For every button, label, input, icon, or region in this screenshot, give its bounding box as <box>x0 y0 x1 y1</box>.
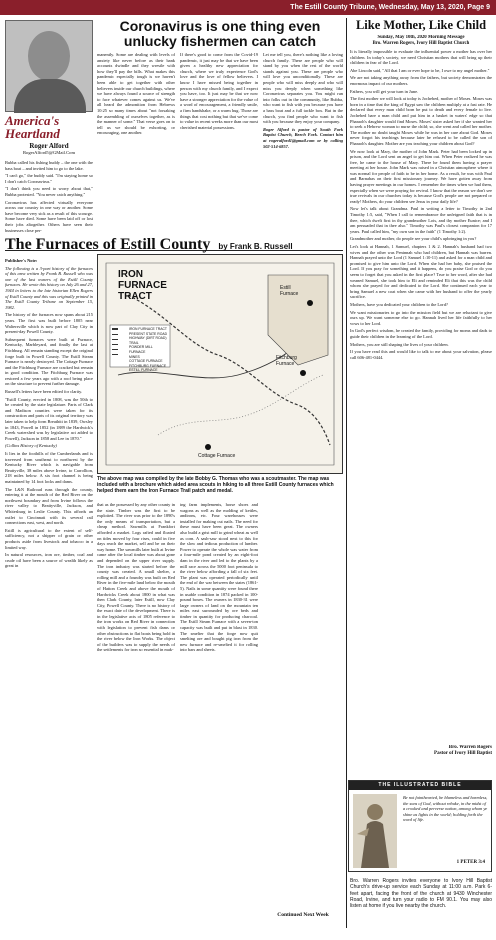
sidebar-paragraph: If you have read this and would like to talk to me about your salvation, please call 606-481-0444. <box>350 349 492 360</box>
illustration-image <box>353 794 397 868</box>
map-legend-item: HIGHWAY (DIRT ROAD) <box>129 336 167 341</box>
map-caption: The above map was compiled by the late Bobby G. Thomas who was a scoutmaster. The map was included with a brochure which aided area scouts in hiking to all three Estill County furnaces which helped them earn the Iron Furnace Trail patch and medal. <box>97 476 334 494</box>
furnaces-col-1: Publisher's Note: The following is a 3-part history of the furnaces of this area written by Frank B. Russell who was one of the last owners of the Estill County furnaces. He wrote this history on July 26 and 27, 1944 in letters to the late historian Ellen Rogers of Estill County and this was originally printed in The Estill County Tribune on September 15, 1982. The history of the furnaces now spans about 215 years. The first was built before 1805 near Waltersville which is now part of Clay City in present-day Powell County. Subsequent furnaces were built at Furnace, Kentucky, Marbleyard, and finally the last at Fitchburg. All remain standing except the original forge built in Powell County. The Estill Steam Furnace is nearly destroyed. The Cottage Furnace and the Fitchburg Furnace are cracked but remain in good condition. The Fitchburg Furnace was restored a few years ago with a roof being place on the structure to prevent further damage. Russell's letters have been edited for clarity. "Estill County, erected in 1808, was the 50th to be created by the state legislature. Parts of Clark and Madison counties were taken for its construction and parts of its original territory was later taken to help form Breathitt in 1839, Owsley in 1843, Powell in 1852 (in 1889 the Hardwick's Creek watershed was by legislative act added to Powell), Jackson in 1858 and Lee in 1870." (Collins History of Kentucky) It lies in the foothills of the Cumberlands and is traversed from southeast to northwest by the Kentucky River which is navigable from Beattyville, 38 miles above Irvine, to Carrollton, 218 miles below. A six foot channel is being maintained by 14 foot locks and dams. The L&N Railroad runs through the county, entering it at the mouth of the Red River on the northwest boundary and from Irvine follows the river valley to Beattyville, Jackson, and Whitesburg in Leslie County. This affords an outlet to Cincinnati with its several rail connections east, west, and north. Estill is agricultural to the extent of self-sufficiency, not a shipper of grain or other products aside from livestock and tobacco in a limited way. In natural resources, iron ore, timber, coal and crude oil have been a source of wealth likely as great in <box>5 258 93 569</box>
sidebar-paragraph: Abe Lincoln said, "All that I am or ever hope to be, I owe to my angel mother." <box>350 67 490 73</box>
illustrated-bible-quote: Be not fainthearted, be blameless and harmless, the sons of God, without rebuke, in the midst of a crooked and perverse nation, among whom ye shine as lights in the world; holding forth the word of life. <box>403 795 488 822</box>
map-legend-item: FITCHBURG FURNACE <box>129 363 167 368</box>
map-legend-item: COTTAGE FURNACE <box>129 359 163 364</box>
furnaces-col-3: ing farm implements, horse shoes and wagons as well as the molding of kettles, andirons, etc. Four warehouses were installed for making cut nails. The need for these must have been great. The owners also build a grist mill to grind wheat as well as corn. A sash-saw stood next to this for the slow and tedious production of lumber. Power to operate the whole was water from a four-mile pond created by an eight-foot dam in the river and led to the plants by a mill race across the 5000 foot peninsula to the river below affording a fall of six feet. The plant was operated periodically until the end of the war between the states (1861-5). Nails in some quantity were found there in usable condition in 1874 packed in 100-pound boxes. The owners in 1830-31 were large owners of land on the mountain ten miles east surrounded by ore beds and timber in quantity for producing charcoal. The Estill Steam Furnace with a seven-ton capacity was built and put in blast in 1830. The smelter that the forge now quit smelting ore and bought pig iron from the new furnace and re-smelted it for rolling into bars and sheets. <box>180 502 258 653</box>
sidebar-paragraph: We are not taking anything away from the fathers, but society demonstrates the enormous impact of our mothers. <box>350 75 492 86</box>
column-logo: America's Heartland <box>5 113 60 141</box>
map-title: IRON FURNACE TRACT <box>118 269 167 302</box>
sidebar-paragraph: In God's perfect wisdom, he created the family, providing for moms and dads to guide their children in the learning of the Lord. <box>350 328 492 339</box>
article-signature: Roger Alford is pastor of South Fork Baptist Church, Beech Fork. Contact him at rogeralford1@gmail.com or by calling 502-514-6857. <box>263 126 343 149</box>
author-email: RogerAlford5@GMail.Com <box>22 150 76 155</box>
map-legend-item: MINES <box>129 354 140 359</box>
iron-furnace-map <box>97 254 343 474</box>
furnaces-col-2: that as the possessed by any other county in the state. Timber was the first to be exploited. The river was prior to the 1890's the only means of transportation, but a cheap method. Sawmills at Frankfort afforded a market. Logs rafted and floated on tides moved by four rises, could in five days reach the market, sell and be on their way home. The sawmills later built at Irvine came after the local timber was about gone and depended on the upper river supply. The iron industry was started before the county was created. A small shelter, a rolling mill and a foundry was built on Red River in the five-mile land below the mouth of Hatton Creek and above the mouth of Hardwicks Creek about 1800 in what was then Clark County, later Estill, now Clay City, Powell County. There is no history of the exact date of the development. There is in the legislative acts of 1805 reference to the iron works on Red River in connection with legislation to prevent fish dams or other obstructions to flat boats being hold in the river below the Iron Works. The object of the builders was to supply the needs of the settlements for iron so essential in mak- <box>97 502 175 653</box>
sidebar-paragraph: Now let's talk about Grandma. Paul in writing a letter to Timothy in 2nd Timothy 1:5, said, "When I call to remembrance the unfeigned faith that is in thee, which dwelt first in thy grandmother Lois, and thy mother Eunice; and I am persuaded that in thee also." Timothy was Paul's closest companion for 17 years. Paul called him, "my own son in the faith" (1 Timothy 1:2). <box>350 206 492 234</box>
author-photo <box>5 20 93 112</box>
column-divider <box>346 18 347 928</box>
sidebar-paragraph: It is literally impossible to evaluate the influential power a mother has over her children. In today's society, we need Christian mothers that will bring up their children in fear of the Lord. <box>350 49 492 66</box>
sidebar-byline: Bro. Warren Rogers, Ivory Hill Baptist Church <box>372 41 470 46</box>
sidebar-subtitle-block <box>350 35 492 47</box>
continued-next-week: Continued Next Week <box>277 912 329 918</box>
illustrated-bible-label: THE ILLUSTRATED BIBLE <box>349 781 491 790</box>
sidebar-paragraph: Let's look at Hannah, 1 Samuel, chapters 1 & 2. Hannah's husband had two wives and the other was Peninnah who had children, but Hannah was barren. Hannah prayed unto the Lord (1 Samuel 1:10-11) and asked for a man child and promised to give him unto the Lord. When she had her baby, she praised the Lord. If you pray for something and it happens, do you praise God or do you seem to forget that you asked in the first place? True to her word, after she had weaned Samuel, she took him to Eli and reminded Eli that this was the child whom she prayed for and dedicated to the Lord. She continued each year to bring Samuel a new coat when she came with her husband to offer the yearly sacrifice. <box>350 244 492 300</box>
article-headline: Coronavirus is one thing even unlucky fishermen can catch <box>119 18 321 49</box>
sidebar-paragraph: The first mother we will look at today is Jochebed, mother of Moses. Moses was born in a time that the king of Egypt saw the children multiply at a fast rate. He declared that every man child born be put to death and every female to live. Jochebed bare a man child and put him in a basket in waters' edge so that Pharaoh's daughter would find Moses. Moses' sister asked her if she wanted her to seek a Hebrew woman to nurse the child; so, she went and called her mother. The mother no doubt taught Moses while he was in her care about God. Moses never forgot his teachings because later he refused to be called the son of Pharaoh's daughter. Mother are you teaching your children about God? <box>350 96 492 146</box>
furnaces-byline: by Frank B. Russell <box>218 242 293 251</box>
map-label-cottage: Cottage Furnace <box>198 453 236 459</box>
author-block <box>5 142 93 155</box>
illustrated-bible-ref: 1 PETER 3:4 <box>456 860 485 865</box>
publishers-note-label: Publisher's Note: <box>5 258 38 263</box>
sidebar-paragraph: Grandmother and mother, do people see your child's upbringing in you? <box>350 236 477 242</box>
map-legend-item: TRAIL <box>129 340 139 345</box>
sidebar-paragraph: We now look at Mary, the mother of John Mark. Peter had been locked up in prison, and the Lord sent an angel to get him out. When Peter realized he was free, he came to the house of Mary. There he found them having a prayer meeting at her house. John Mark was raised in a Christian atmosphere where it was normal for people of faith to be in her home. As a result, he was with Paul and Barnabas on their first missionary journey. We have gotten away from having prayer meetings in our homes. I remember the times when we had them, especially when we were praying for revival. I know that the reason we don't see true revivals in our churches today is because God's people are not prepared or ready! Mothers, do your children see Jesus in your daily life? <box>350 148 492 204</box>
map-legend-item: PRESENT STATE ROAD <box>129 331 168 336</box>
furnaces-headline: The Furnaces of Estill County <box>5 236 211 253</box>
sidebar-subtitle: Sunday, May 10th, 2020 Morning Message <box>377 35 465 40</box>
publishers-note: The following is a 3-part history of the furnaces of this area written by Frank B. Russell who was one of the last owners of the Estill County furnaces. He wrote this history on July 26 and 27, 1944 in letters to the late historian Ellen Rogers of Estill County and this was originally printed in The Estill County Tribune on September 15, 1982. <box>5 265 93 310</box>
furnaces-heading-row <box>5 236 343 254</box>
map-legend-item: ESTILL FURNACE <box>129 368 158 373</box>
map-legend <box>120 327 170 373</box>
article-col-3: Let me tell you, there's nothing like a loving church family. These are people who will stand by you when the rest of the world stands against you. These are people who will love you unconditionally. These are people who will miss deeply and who will miss you deeply when something like Coronavirus separates you. You might run into folks out in the community, like Bubba, who want to fish with you because you have a bass boat and a full tackle box. But in the church, you find people who want to fish with you because they enjoy your company. Roger Alford is pastor of South Fork Baptist Church, Beech Fork. Contact him at rogeralford1@gmail.com or by calling 502-514-6857. <box>263 52 343 149</box>
map-legend-item: FURNACE <box>129 349 146 354</box>
sidebar-paragraph: Fathers, you will get your turn in June. <box>350 88 419 94</box>
map-legend-item: IRON FURNACE TRACT <box>129 327 167 331</box>
page-header: The Estill County Tribune, Wednesday, May 13, 2020, Page 9 <box>0 0 496 15</box>
sidebar-body <box>350 49 492 739</box>
sidebar-paragraph: Mothers, have you dedicated your children to the Lord? <box>350 301 448 307</box>
map-legend-item: POWDER MILL <box>129 345 153 350</box>
illustrated-bible-box <box>348 780 492 872</box>
sidebar-paragraph: We want missionaries to go into the mission field but we are reluctant to give ours up. We want someone else to go. Hannah lived her life faithfully to her vows to her Lord. <box>350 309 492 326</box>
promo-text: Bro. Warren Rogers invites everyone to Ivory Hill Baptist Church's drive-up service each Sunday at 11:00 a.m. Park 6-feet apart, facing the front of the church at 9430 Winchester Road, Irvine, and turn your radio to FM 90.1. You may also listen at home if you live nearby the church. <box>350 878 492 910</box>
column-intro: Bubba called his fishing buddy – the one with the bass boat – and invited him to go to the lake. "I can't go," the buddy said. "I'm staying home so I don't catch Coronavirus." "I don't think you need to worry about that," Bubba protested. "You never catch anything." Coronavirus has affected virtually everyone across our country in one way or another. Some have become very sick as a result of this scourge. Some have died. Some have been laid off or lost their jobs altogether. Others have seen their businesses close per- <box>5 160 93 233</box>
map-label-estill: Estill Furnace <box>280 285 299 297</box>
sidebar-signoff: Bro. Warren Rogers Pastor of Ivory Hill Baptist <box>434 745 492 756</box>
map-label-fitchburg: Fitchburg Furnace <box>276 355 297 367</box>
sidebar-title: Like Mother, Like Child <box>355 18 487 32</box>
article-col-1: manently. Some are dealing with levels of anxiety like never before as their bank accounts dwindle and they wrestle with how they'll pay the bills. What makes this pandemic especially tough is we haven't been able to get together with other believers inside our church buildings, where we have always found a source of strength to face whatever comes against us. We've all heard the admonition from Hebrews 10:25 so many times about "not forsaking the assembling of ourselves together, as is the manner of some." That verse goes on to tell us we should be exhorting, or encouraging, one another. <box>97 52 175 136</box>
sidebar-paragraph: Mothers, you are still shaping the lives of your children. <box>350 341 449 347</box>
article-col-2: If there's good to come from the Covid-19 pandemic, it just may be that we have been given a healthy new appreciation for church, where we truly experience God's love and the love of fellow believers. I know I have missed being together in person with my church family, and I expect you have, too. It just may be that we now have a stronger appreciation for the value of a word of encouragement, a friendly smile, a firm handshake, or a warm hug. Those are things that cost nothing but that we've come to value in recent weeks more than our most cherished material possessions. <box>180 52 258 130</box>
author-name: Roger Alford <box>29 142 69 150</box>
